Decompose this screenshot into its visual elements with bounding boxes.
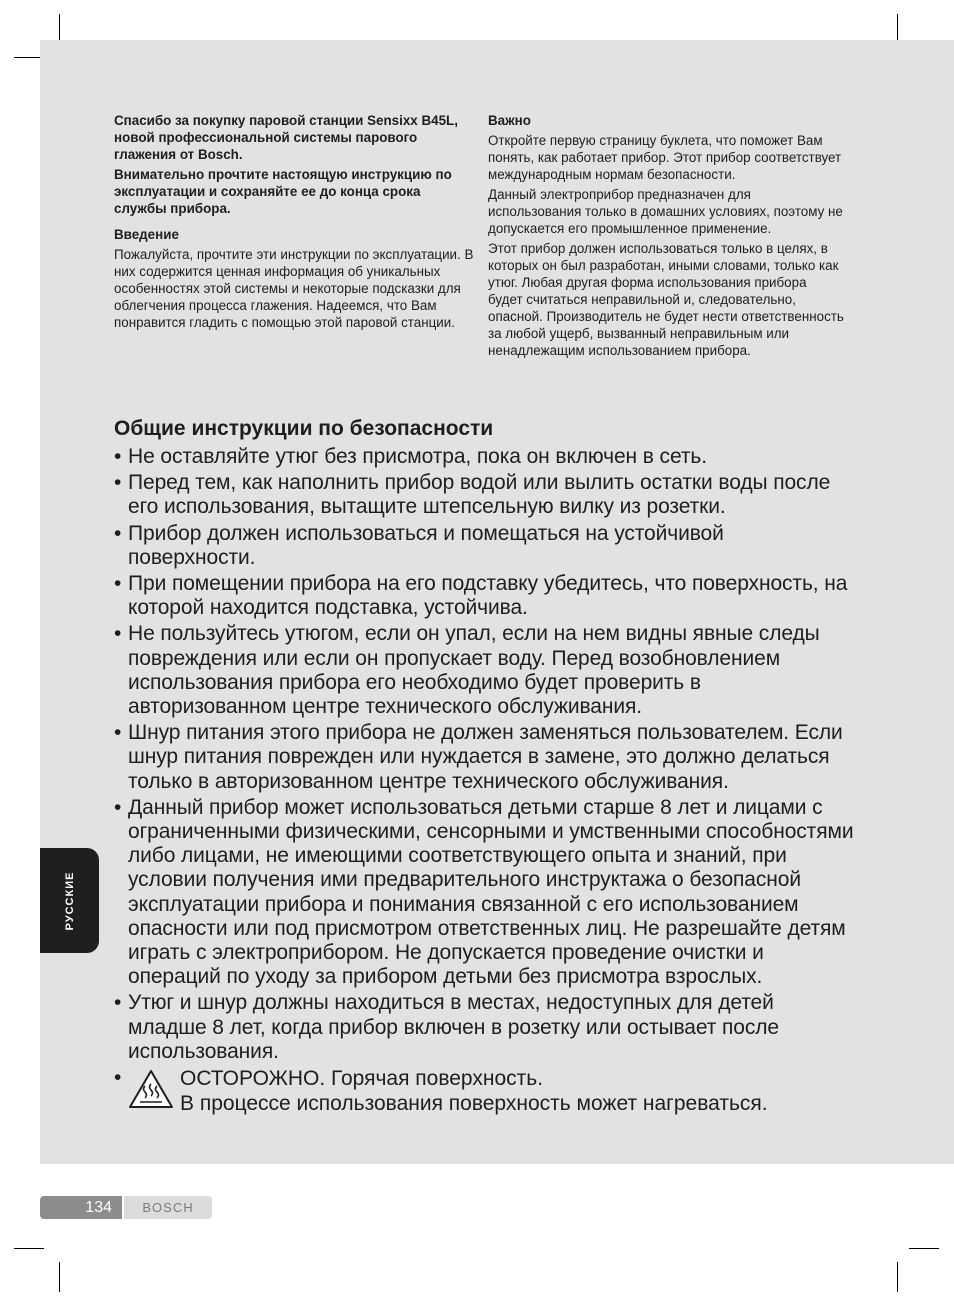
thanks-text: Спасибо за покупку паровой станции Sensixx B45L, новой профессиональной системы парового глажения от Bosch. [114,113,458,162]
read-notice-text: Внимательно прочтите настоящую инструкцию по эксплуатации и сохраняйте ее до конца срока службы прибора. [114,167,452,216]
footer-brand: BOSCH [124,1196,212,1219]
important-paragraph: Данный электроприбор предназначен для использования только в домашних условиях, поэтому не допускается его промышленное применение. [488,187,843,236]
warning-line-2: В процессе использования поверхность может нагреваться. [180,1092,768,1116]
page-number: 134 [40,1196,122,1219]
hot-surface-warning [114,1066,854,1118]
important-heading: Важно [488,113,531,128]
safety-heading: Общие инструкции по безопасности [114,417,494,440]
safety-section [114,416,854,1118]
safety-list [114,445,854,1064]
crop-mark [897,1262,898,1292]
warning-text [180,1066,768,1116]
crop-mark [14,1248,44,1249]
important-column [488,112,844,359]
important-paragraph: Этот прибор должен использоваться только в целях, в которых он был разработан, иными словами, только как утюг. Любая другая форма использования прибора будет считаться неправильной и, следовательно, опасной. Производитель не будет нести ответственность за любой ущерб, вызванный неправильным или ненадлежащим использованием прибора. [488,241,844,358]
safety-item: • Утюг и шнур должны находиться в местах, недоступных для детей младше 8 лет, когда прибор включен в розетку или остывает после использования. [114,991,854,1064]
safety-item: • При помещении прибора на его подставку убедитесь, что поверхность, на которой находится подставка, устойчива. [114,572,854,620]
important-paragraph: Откройте первую страницу буклета, что поможет Вам понять, как работает прибор. Этот прибор соответствует международным нормам безопасности. [488,133,842,182]
safety-item: • Не оставляйте утюг без присмотра, пока он включен в сеть. [114,445,854,469]
safety-item: • Данный прибор может использоваться детьми старше 8 лет и лицами с ограниченными физическими, сенсорными и умственными способностями либо лицами, не имеющими соответствующего опыта и знаний, при условии получения ими предварительного инструктажа о безопасной эксплуатации прибора и понимания связанной с его использованием опасности или под присмотром ответственных лиц. Не разрешайте детям играть с электроприбором. Не допускается проведение очистки и операций по уходу за прибором детьми без присмотра взрослых. [114,796,854,990]
safety-item: • Перед тем, как наполнить прибор водой или вылить остатки воды после его использования, вытащите штепсельную вилку из розетки. [114,471,854,519]
safety-item: • Прибор должен использоваться и помещаться на устойчивой поверхности. [114,522,854,570]
hot-surface-warning-icon [128,1069,174,1109]
crop-mark [59,1262,60,1292]
intro-column [114,112,474,331]
safety-item: • Не пользуйтесь утюгом, если он упал, если на нем видны явные следы повреждения или если он пропускает воду. Перед возобновлением использования прибора его необходимо будет проверить в авторизованном центре технического обслуживания. [114,622,854,719]
intro-heading: Введение [114,227,179,242]
language-tab [40,848,99,953]
bullet-dot: • [114,1066,122,1090]
crop-mark [909,1248,939,1249]
language-tab-label: РУССКИЕ [63,871,76,930]
intro-text: Пожалуйста, прочтите эти инструкции по эксплуатации. В них содержится ценная информация об уникальных особенностях этой системы и некоторые подсказки для облегчения процесса глажения. Надеемся, что Вам понравится гладить с помощью этой паровой станции. [114,247,474,330]
safety-item: • Шнур питания этого прибора не должен заменяться пользователем. Если шнур питания поврежден или нуждается в замене, это должно делаться только в авторизованном центре технического обслуживания. [114,721,854,794]
warning-line-1: ОСТОРОЖНО. Горячая поверхность. [180,1067,544,1091]
